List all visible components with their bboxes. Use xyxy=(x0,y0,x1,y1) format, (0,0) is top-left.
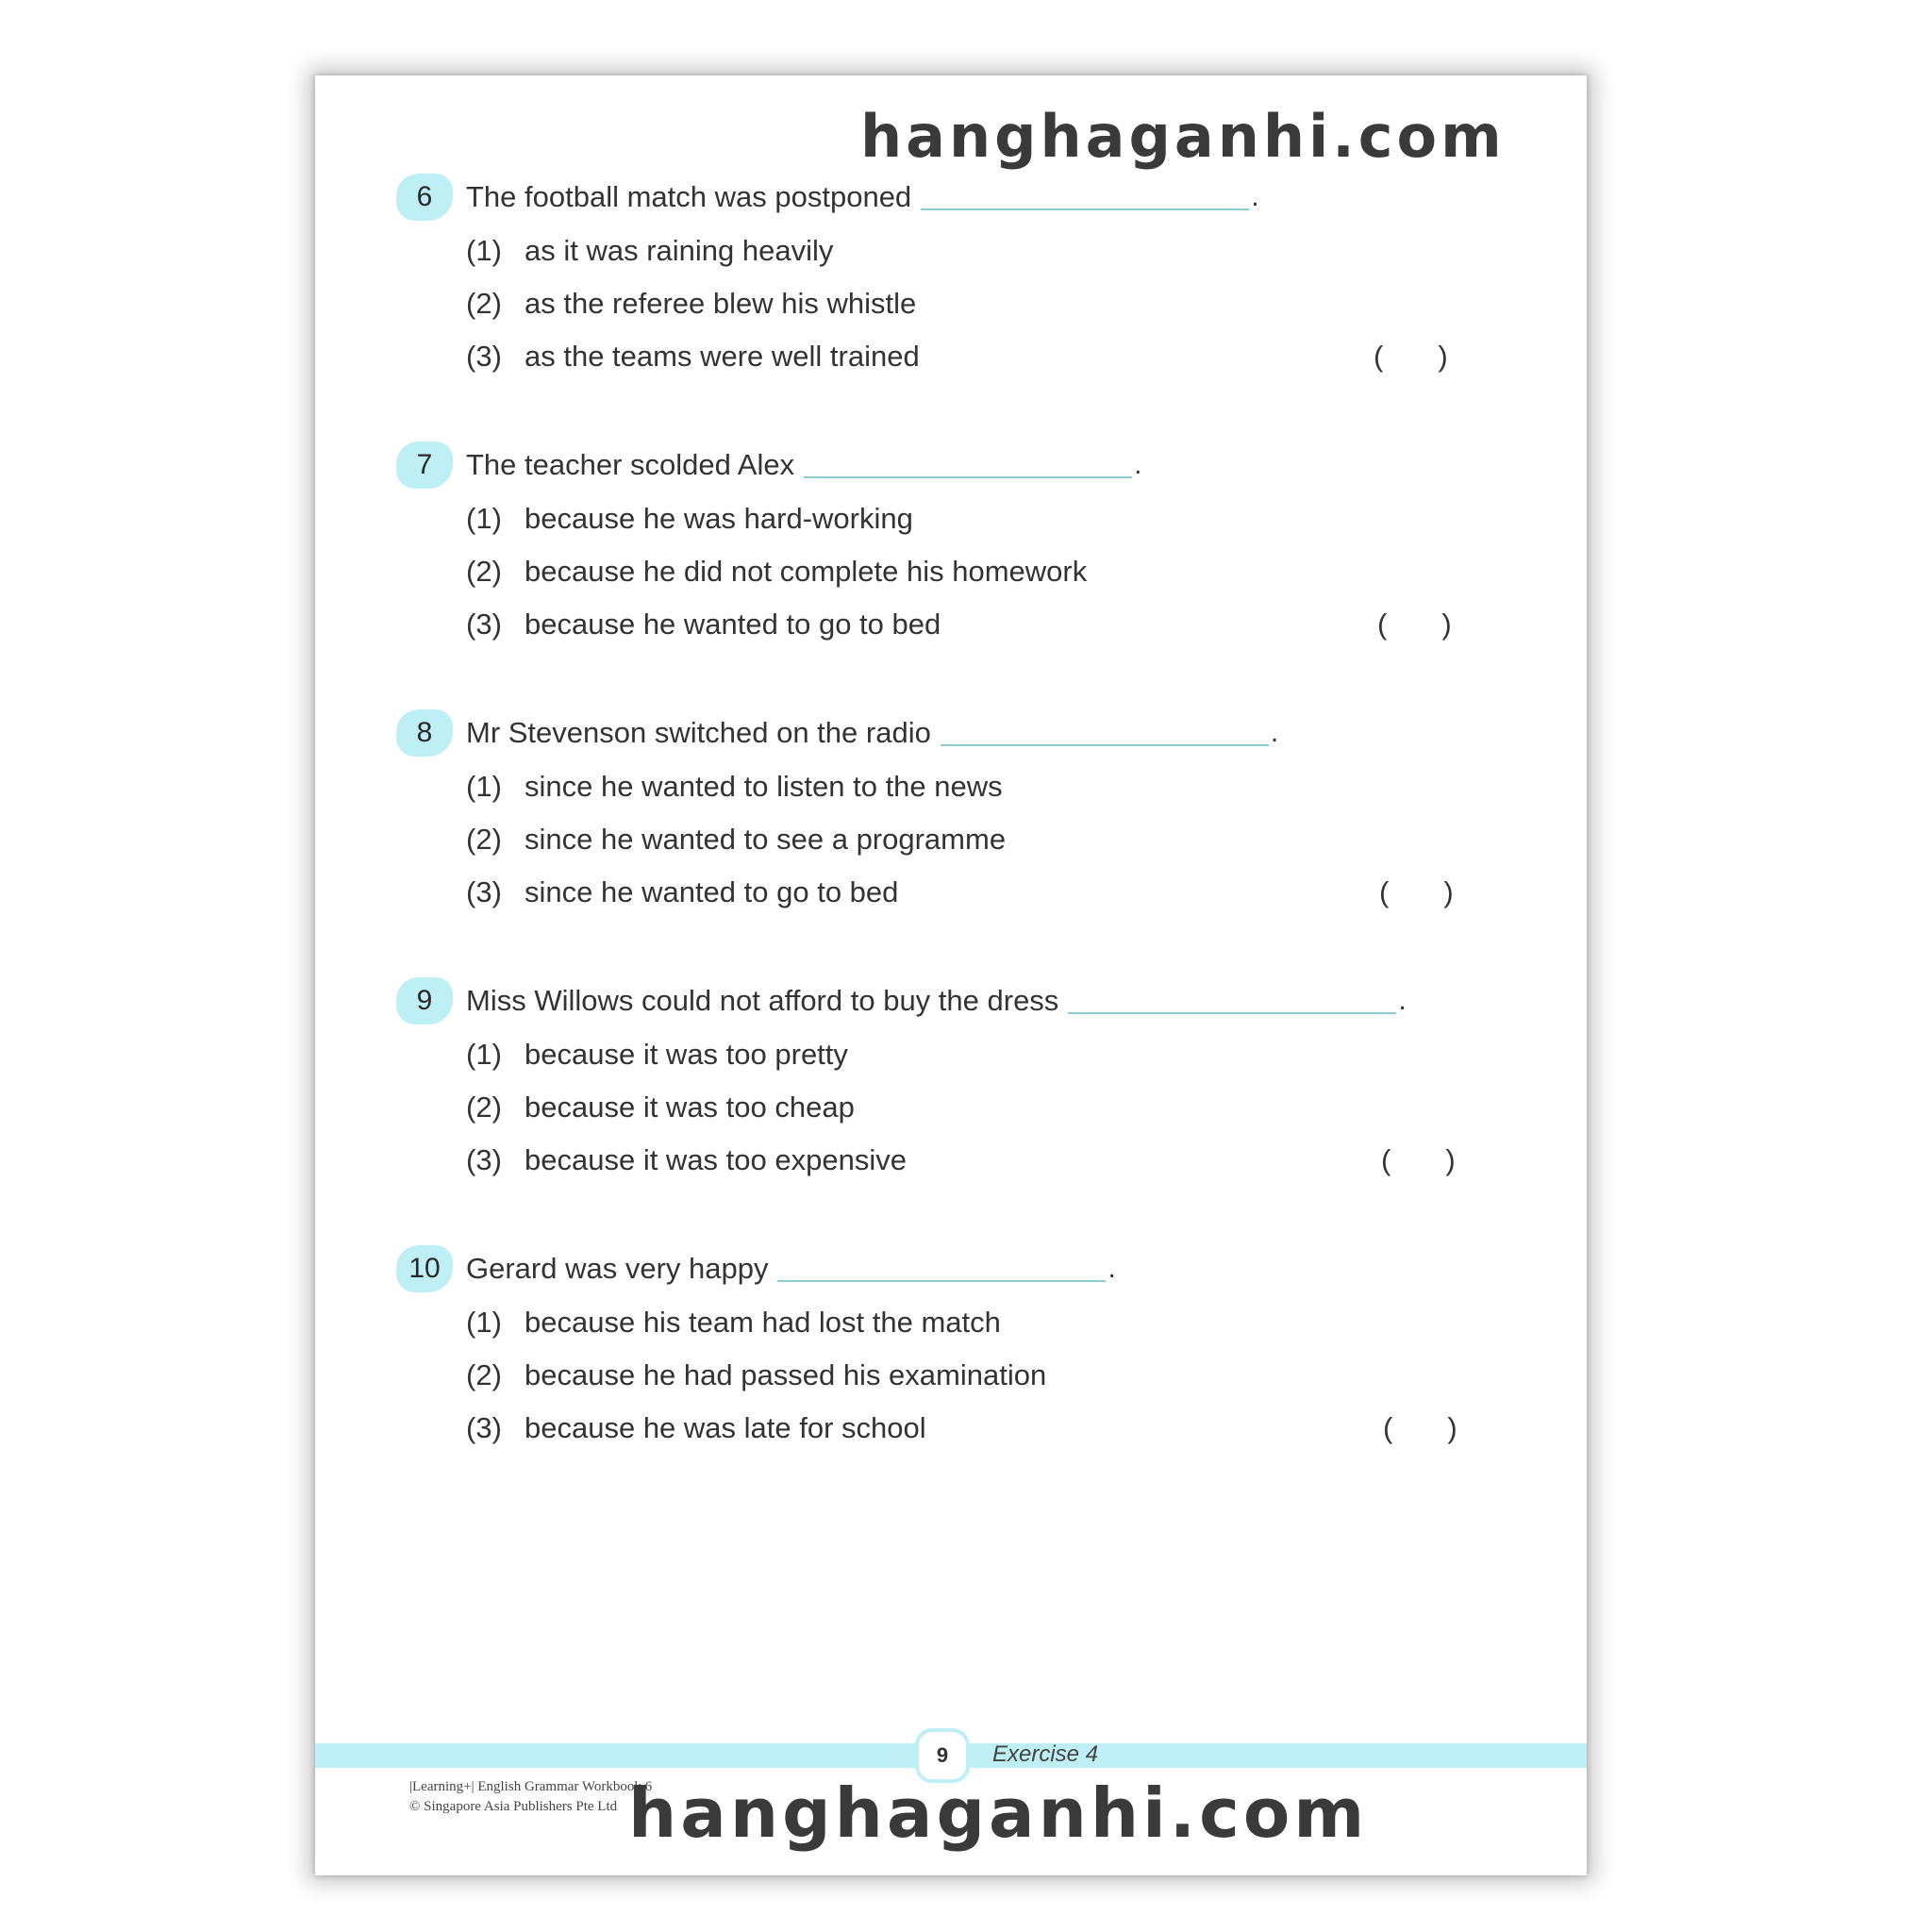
option-text: because he was hard-working xyxy=(525,502,913,535)
option-text: since he wanted to go to bed xyxy=(525,875,899,908)
answer-blank[interactable] xyxy=(921,184,1249,210)
full-stop: . xyxy=(1134,449,1142,480)
question-10 xyxy=(396,1245,1528,1472)
full-stop: . xyxy=(1398,985,1407,1016)
option-3 xyxy=(466,604,941,645)
page-number: 9 xyxy=(915,1728,970,1783)
question-stem xyxy=(466,709,1278,757)
option-3 xyxy=(466,1140,907,1181)
question-stem xyxy=(466,441,1141,489)
option-2 xyxy=(466,1087,855,1128)
question-stem xyxy=(466,174,1259,221)
stem-text: Mr Stevenson switched on the radio xyxy=(466,716,931,749)
option-number: (1) xyxy=(466,1306,502,1339)
option-text: because it was too cheap xyxy=(525,1091,855,1124)
option-number: (1) xyxy=(466,1038,502,1071)
option-number: (3) xyxy=(466,1411,502,1444)
question-number: 7 xyxy=(396,441,453,489)
watermark-top: hanghaganhi.com xyxy=(860,102,1506,171)
question-number: 9 xyxy=(396,977,453,1024)
option-text: since he wanted to listen to the news xyxy=(525,770,1003,803)
stem-text: The football match was postponed xyxy=(466,180,912,213)
answer-blank[interactable] xyxy=(1068,988,1396,1014)
option-text: because he was late for school xyxy=(525,1411,926,1444)
option-1 xyxy=(466,1302,1001,1343)
option-text: because he wanted to go to bed xyxy=(525,608,941,641)
option-3 xyxy=(466,336,920,377)
exercise-label: Exercise 4 xyxy=(992,1741,1099,1767)
stem-text: The teacher scolded Alex xyxy=(466,448,795,481)
option-3 xyxy=(466,1407,926,1449)
full-stop: . xyxy=(1108,1253,1116,1284)
option-number: (3) xyxy=(466,340,502,373)
option-2 xyxy=(466,551,1087,592)
option-number: (1) xyxy=(466,234,502,267)
option-1 xyxy=(466,766,1003,808)
question-number: 10 xyxy=(396,1245,453,1292)
question-number: 6 xyxy=(396,174,453,221)
option-number: (3) xyxy=(466,608,502,641)
option-number: (2) xyxy=(466,1091,502,1124)
option-text: because he did not complete his homework xyxy=(525,555,1088,588)
credit-line-1: |Learning+| English Grammar Workbook 6 xyxy=(409,1779,653,1794)
option-number: (3) xyxy=(466,1143,502,1176)
option-text: as it was raining heavily xyxy=(525,234,834,267)
question-8 xyxy=(396,709,1528,936)
full-stop: . xyxy=(1270,717,1279,748)
option-text: since he wanted to see a programme xyxy=(525,823,1007,856)
answer-bracket[interactable]: ( ) xyxy=(1383,1411,1457,1444)
answer-blank[interactable] xyxy=(804,452,1132,478)
question-6 xyxy=(396,174,1528,400)
question-number: 8 xyxy=(396,709,453,757)
option-number: (2) xyxy=(466,823,502,856)
answer-bracket[interactable]: ( ) xyxy=(1377,608,1452,641)
option-1 xyxy=(466,498,913,540)
option-text: because it was too expensive xyxy=(525,1143,907,1176)
option-number: (2) xyxy=(466,555,502,588)
option-number: (3) xyxy=(466,875,502,908)
stem-text: Gerard was very happy xyxy=(466,1252,769,1285)
option-2 xyxy=(466,283,916,325)
option-3 xyxy=(466,872,898,913)
question-stem xyxy=(466,1245,1116,1292)
full-stop: . xyxy=(1251,181,1259,212)
option-1 xyxy=(466,230,833,272)
stem-text: Miss Willows could not afford to buy the dress xyxy=(466,984,1059,1017)
option-text: because it was too pretty xyxy=(525,1038,848,1071)
answer-blank[interactable] xyxy=(777,1256,1106,1282)
answer-bracket[interactable]: ( ) xyxy=(1374,340,1448,373)
question-stem xyxy=(466,977,1407,1024)
option-1 xyxy=(466,1034,848,1075)
workbook-page xyxy=(315,75,1587,1875)
option-text: because his team had lost the match xyxy=(525,1306,1001,1339)
option-number: (1) xyxy=(466,502,502,535)
question-9 xyxy=(396,977,1528,1204)
option-text: as the teams were well trained xyxy=(525,340,920,373)
option-2 xyxy=(466,819,1006,860)
answer-bracket[interactable]: ( ) xyxy=(1381,1143,1456,1176)
option-number: (1) xyxy=(466,770,502,803)
credit-line-2: © Singapore Asia Publishers Pte Ltd xyxy=(409,1799,618,1814)
option-2 xyxy=(466,1355,1046,1396)
answer-bracket[interactable]: ( ) xyxy=(1379,875,1454,908)
option-text: because he had passed his examination xyxy=(525,1358,1047,1391)
option-number: (2) xyxy=(466,287,502,320)
option-text: as the referee blew his whistle xyxy=(525,287,917,320)
watermark-bottom: hanghaganhi.com xyxy=(628,1774,1369,1853)
answer-blank[interactable] xyxy=(941,720,1269,746)
question-7 xyxy=(396,441,1528,668)
option-number: (2) xyxy=(466,1358,502,1391)
